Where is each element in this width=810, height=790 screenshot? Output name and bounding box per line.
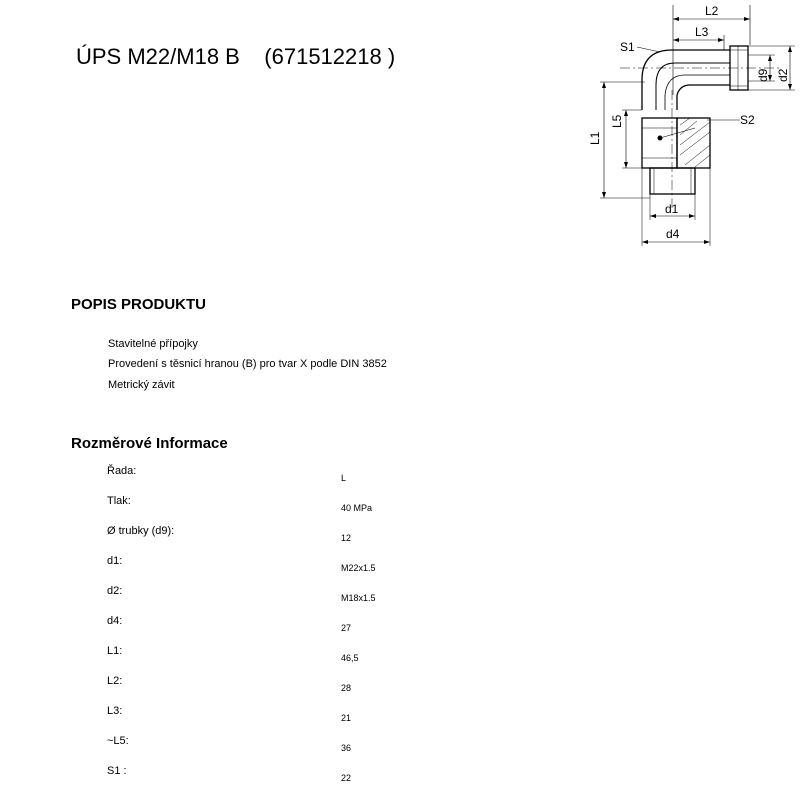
label-s1: S1 — [620, 40, 635, 54]
dim-label-l2: L2 — [705, 4, 719, 18]
label-s2: S2 — [740, 113, 755, 127]
dim-label-d9: d9 — [756, 68, 770, 82]
spec-value: L — [341, 473, 347, 483]
spec-value: 46,5 — [341, 653, 359, 663]
spec-label: S1 : — [107, 765, 127, 777]
dim-label-l1: L1 — [588, 131, 602, 145]
dim-label-d1: d1 — [665, 202, 679, 216]
spec-value: 36 — [341, 743, 352, 753]
spec-label: d1: — [107, 555, 123, 567]
spec-value: 40 MPa — [341, 503, 373, 513]
spec-label: d4: — [107, 615, 123, 627]
description-line: Provedení s těsnicí hranou (B) pro tvar X podle DIN 3852 — [108, 358, 387, 370]
spec-label: Tlak: — [107, 495, 131, 507]
description-line: Metrický závit — [108, 379, 175, 391]
dim-label-d2: d2 — [776, 68, 790, 82]
description-heading: POPIS PRODUKTU — [71, 296, 207, 313]
spec-label: L1: — [107, 645, 123, 657]
specs-heading: Rozměrové Informace — [71, 435, 228, 452]
product-title: ÚPS M22/M18 B (671512218 ) — [76, 44, 396, 69]
spec-value: 28 — [341, 683, 352, 693]
spec-value: M18x1.5 — [341, 593, 376, 603]
spec-label: Ø trubky (d9): — [107, 525, 175, 537]
spec-value: 27 — [341, 623, 352, 633]
dim-label-d4: d4 — [666, 227, 680, 241]
spec-label: L2: — [107, 675, 123, 687]
spec-label: d2: — [107, 585, 123, 597]
spec-value: 22 — [341, 773, 352, 783]
dim-label-l5: L5 — [610, 114, 624, 128]
description-line: Stavitelné přípojky — [108, 338, 198, 350]
fitting-technical-drawing — [580, 0, 810, 250]
spec-value: 12 — [341, 533, 352, 543]
spec-value: 21 — [341, 713, 352, 723]
spec-value: M22x1.5 — [341, 563, 376, 573]
spec-label: ~L5: — [107, 735, 129, 747]
spec-label: L3: — [107, 705, 123, 717]
spec-label: Řada: — [107, 465, 137, 477]
dim-label-l3: L3 — [695, 25, 709, 39]
